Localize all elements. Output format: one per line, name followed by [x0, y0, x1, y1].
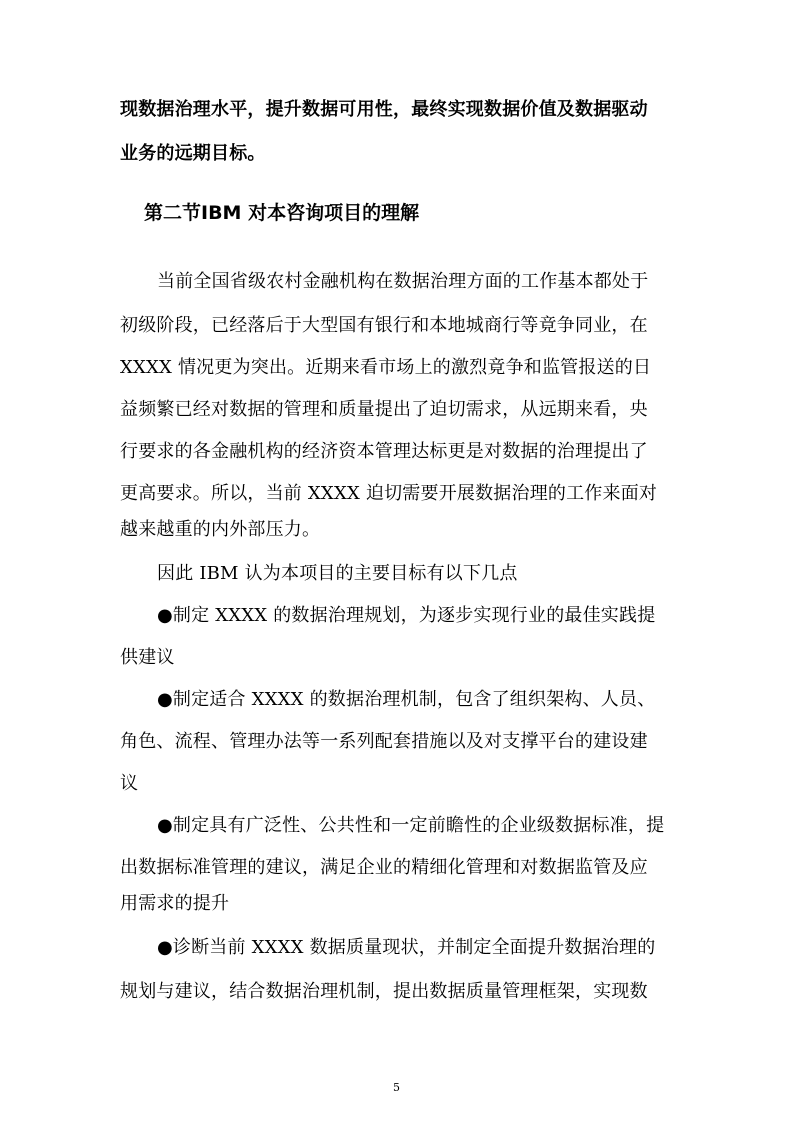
intro-line-1: 现数据治理水平，提升数据可用性，最终实现数据价值及数据驱动: [120, 99, 648, 120]
bullet3-line-3: 用需求的提升: [120, 893, 230, 914]
bullet2-line-1: ●制定适合 XXXX 的数据治理机制，包含了组织架构、人员、: [157, 689, 656, 710]
bullet1-line-1: ●制定 XXXX 的数据治理规划，为逐步实现行业的最佳实践提: [157, 605, 656, 626]
bullet3-line-1: ●制定具有广泛性、公共性和一定前瞻性的企业级数据标准，提: [157, 815, 665, 836]
bullet4-line-2: 规划与建议，结合数据治理机制，提出数据质量管理框架，实现数: [120, 981, 648, 1002]
paragraph1-line-6: 更高要求。所以，当前 XXXX 迫切需要开展数据治理的工作来面对: [120, 483, 658, 504]
bullet4-line-1: ●诊断当前 XXXX 数据质量现状，并制定全面提升数据治理的: [157, 937, 656, 958]
paragraph1-line-7: 越来越重的内外部压力。: [120, 519, 321, 540]
bullet2-line-2: 角色、流程、管理办法等一系列配套措施以及对支撑平台的建设建: [120, 731, 648, 752]
intro-line-2: 业务的远期目标。: [120, 143, 266, 164]
paragraph1-line-1: 当前全国省级农村金融机构在数据治理方面的工作基本都处于: [157, 271, 649, 292]
paragraph1-line-4: 益频繁已经对数据的管理和质量提出了迫切需求，从远期来看，央: [120, 399, 648, 420]
paragraph1-line-5: 行要求的各金融机构的经济资本管理达标更是对数据的治理提出了: [120, 441, 648, 462]
paragraph1-line-2: 初级阶段，已经落后于大型国有银行和本地城商行等竟争同业，在: [120, 315, 648, 336]
bullet2-line-3: 议: [120, 773, 139, 794]
page-number: 5: [393, 1081, 400, 1094]
bullet3-line-2: 出数据标准管理的建议，满足企业的精细化管理和对数据监管及应: [120, 857, 648, 878]
goals-intro: 因此 IBM 认为本项目的主要目标有以下几点: [157, 563, 518, 584]
paragraph1-line-3: XXXX 情况更为突出。近期来看市场上的激烈竟争和监管报送的日: [120, 357, 652, 378]
bullet1-line-2: 供建议: [120, 647, 175, 668]
section-heading: 第二节IBM 对本咨询项目的理解: [144, 202, 420, 224]
